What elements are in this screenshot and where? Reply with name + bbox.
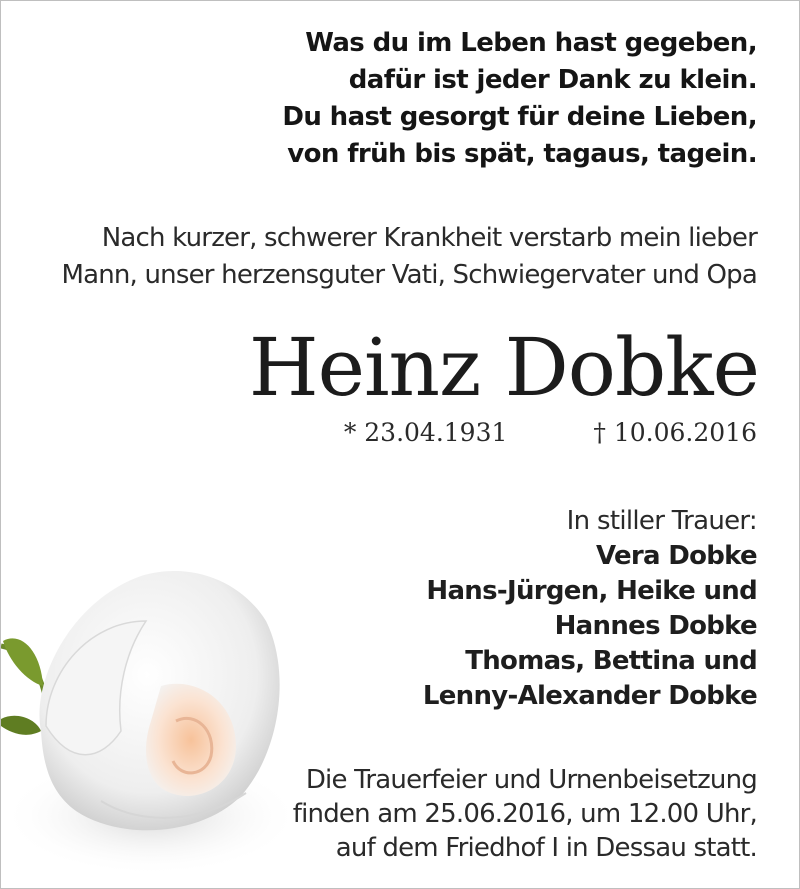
poem-line: dafür ist jeder Dank zu klein. <box>348 65 757 95</box>
birth-date: * 23.04.1931 <box>343 418 508 447</box>
mourner-name: Hannes Dobke <box>554 611 757 641</box>
poem-line: von früh bis spät, tagaus, tagein. <box>287 139 757 169</box>
death-announcement-text <box>61 220 757 294</box>
mourner-name: Hans-Jürgen, Heike und <box>426 576 757 606</box>
poem-line: Was du im Leben hast gegeben, <box>305 28 757 58</box>
poem-line: Du hast gesorgt für deine Lieben, <box>282 102 757 132</box>
rose-leaf <box>1 716 41 735</box>
funeral-service-info <box>293 763 757 865</box>
memorial-poem <box>282 25 757 173</box>
service-line: auf dem Friedhof I in Dessau statt. <box>335 833 757 863</box>
mourners-list <box>423 504 757 714</box>
life-dates <box>344 415 757 451</box>
mourner-name: Thomas, Bettina und <box>465 646 757 676</box>
mourner-name: Vera Dobke <box>595 541 757 571</box>
mourner-name: Lenny-Alexander Dobke <box>422 681 757 711</box>
mourners-heading: In stiller Trauer: <box>566 506 757 536</box>
deceased-name: Heinz Dobke <box>248 321 759 414</box>
announcement-line: Mann, unser herzensguter Vati, Schwiegervater und Opa <box>61 260 757 290</box>
service-line: finden am 25.06.2016, um 12.00 Uhr, <box>292 799 757 829</box>
announcement-line: Nach kurzer, schwerer Krankheit verstarb mein lieber <box>101 223 757 253</box>
service-line: Die Trauerfeier und Urnenbeisetzung <box>305 765 757 795</box>
rose-leaf <box>3 638 43 686</box>
death-date: † 10.06.2016 <box>593 418 757 447</box>
white-rose-icon <box>1 561 301 889</box>
